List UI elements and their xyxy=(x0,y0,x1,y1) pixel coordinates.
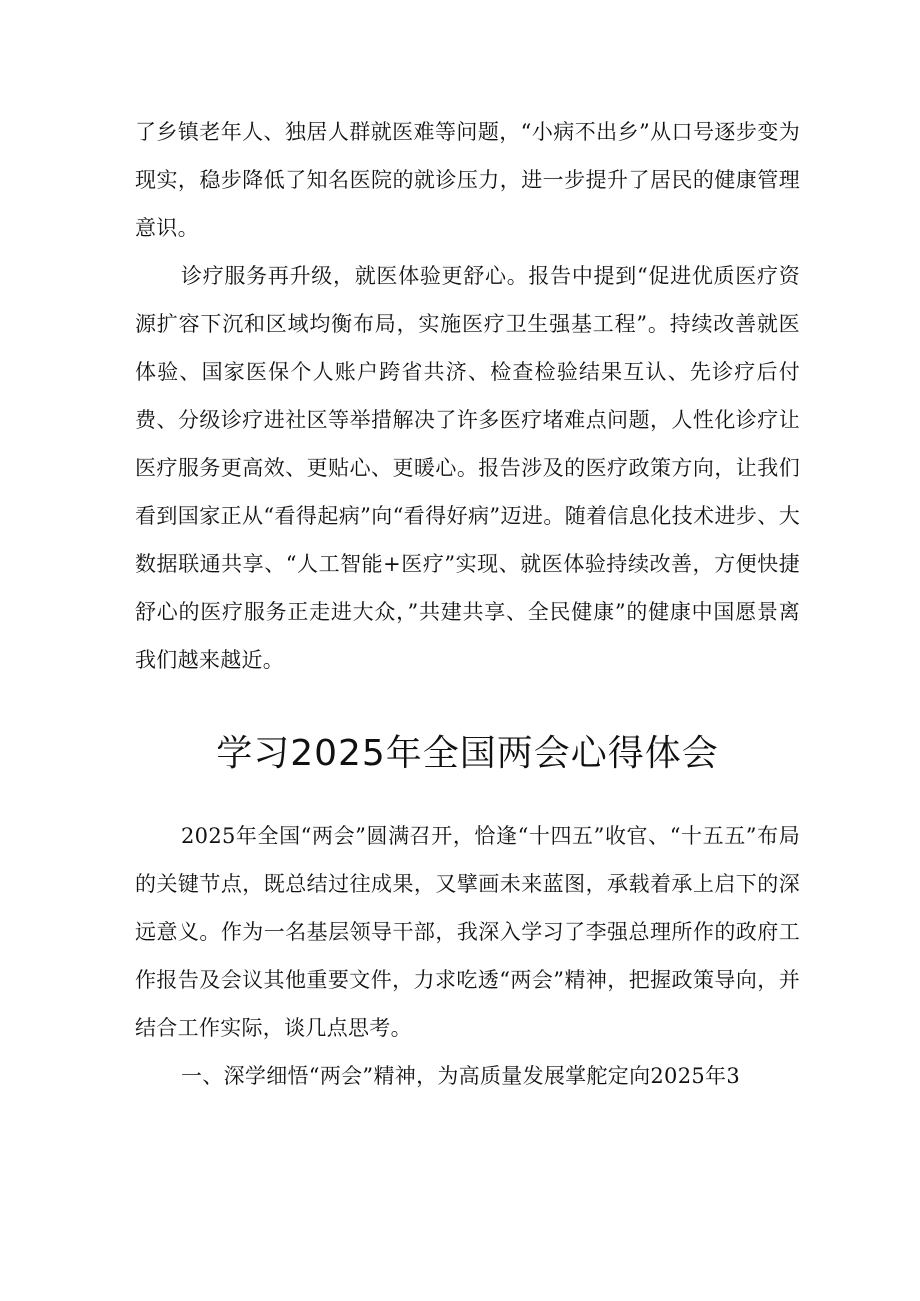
paragraph-continuation: 了乡镇老年人、独居人群就医难等问题，“小病不出乡”从口号逐步变为现实，稳步降低了知名医院的就诊压力，进一步提升了居民的健康管理意识。 xyxy=(135,120,800,240)
article-title: 学习2025年全国两会心得体会 xyxy=(216,733,719,774)
paragraph-medical-services: 诊疗服务再升级，就医体验更舒心。报告中提到“促进优质医疗资源扩容下沉和区域均衡布局，实施医疗卫生强基工程”。持续改善就医体验、国家医保个人账户跨省共济、检查检验结果互认、先诊疗后付费、分级诊疗进社区等举措解决了许多医疗堵难点问题，人性化诊疗让医疗服务更高效、更贴心、更暖心。报告涉及的医疗政策方向，让我们看到国家正从“看得起病”向“看得好病”迈进。随着信息化技术进步、大数据联通共享、“人工智能+医疗”实现、就医体验持续改善，方便快捷舒心的医疗服务正走进大众，”共建共享、全民健康”的健康中国愿景离我们越来越近。 xyxy=(135,264,800,672)
document-body xyxy=(135,108,800,1100)
paragraph-section-one: 一、深学细悟“两会”精神，为高质量发展掌舵定向2025年3 xyxy=(181,1064,740,1088)
paragraph-intro: 2025年全国“两会”圆满召开，恰逢“十四五”收官、“十五五”布局的关键节点，既总结过往成果，又擘画未来蓝图，承载着承上启下的深远意义。作为一名基层领导干部，我深入学习了李强总理所作的政府工作报告及会议其他重要文件，力求吃透“两会”精神，把握政策导向，并结合工作实际，谈几点思考。 xyxy=(135,824,800,1040)
